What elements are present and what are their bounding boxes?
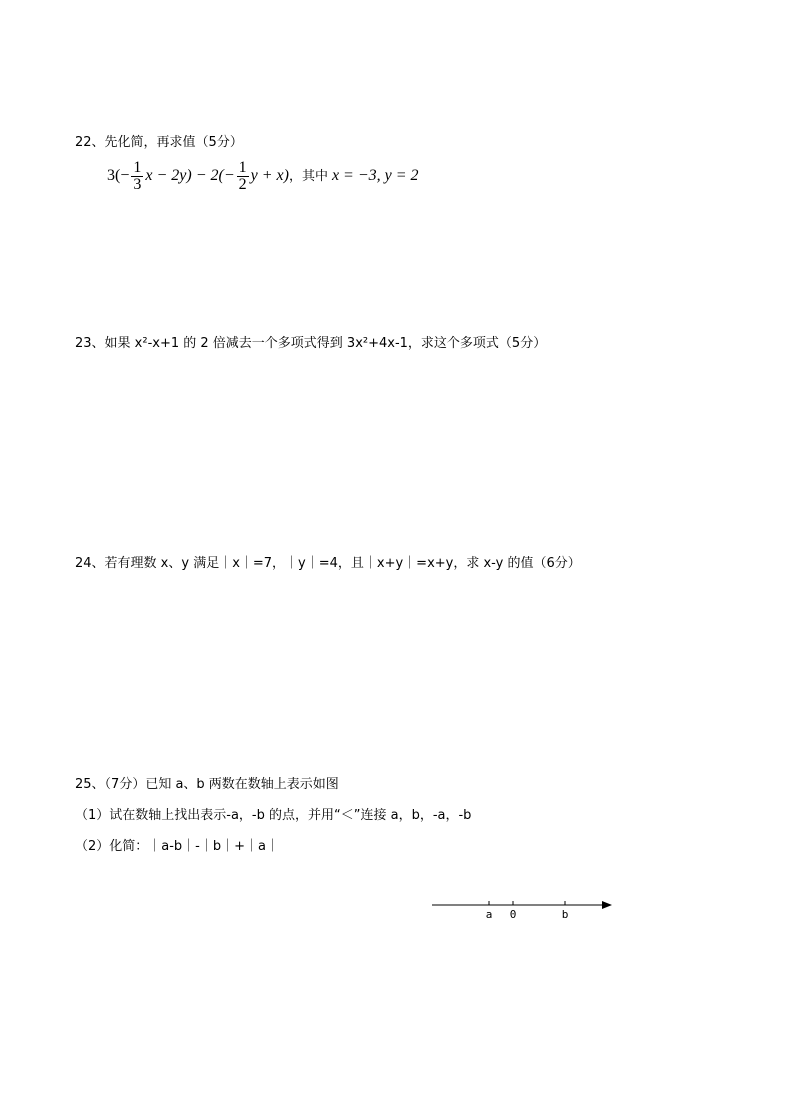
label-zero: 0 xyxy=(509,908,517,921)
question-25-part-1: （1）试在数轴上找出表示-a，-b 的点，并用“＜”连接 a，b，-a，-b xyxy=(75,808,472,823)
question-22-expression xyxy=(107,160,419,193)
label-a: a xyxy=(485,908,493,921)
question-24-title: 24、若有理数 x、y 满足｜x｜=7，｜y｜=4，且｜x+y｜=x+y，求 x-y 的值（6分） xyxy=(75,556,581,571)
fraction-one-third: $\frac{1}{3}$ xyxy=(133,159,142,193)
question-23-title: 23、如果 x²-x+1 的 2 倍减去一个多项式得到 3x²+4x-1，求这个多项式（5分） xyxy=(75,336,547,351)
arrow-right-icon xyxy=(602,901,612,909)
question-22-title: 22、先化简，再求值（5分） xyxy=(75,135,243,150)
expr-part-2: x − 2y) − 2(− xyxy=(145,167,235,185)
expr-condition: x = −3, y = 2 xyxy=(331,167,419,185)
number-line xyxy=(428,890,628,930)
question-25-title: 25、（7分）已知 a、b 两数在数轴上表示如图 xyxy=(75,777,339,792)
expr-condition-label: ，其中 xyxy=(288,169,328,185)
question-25-part-2: （2）化简：｜a-b｜-｜b｜+｜a｜ xyxy=(75,839,279,854)
label-b: b xyxy=(561,908,569,921)
expr-part-3: y + x) xyxy=(250,167,289,185)
expr-part-1: 3(− xyxy=(107,167,130,185)
fraction-one-half: $\frac{1}{2}$ xyxy=(238,159,247,193)
